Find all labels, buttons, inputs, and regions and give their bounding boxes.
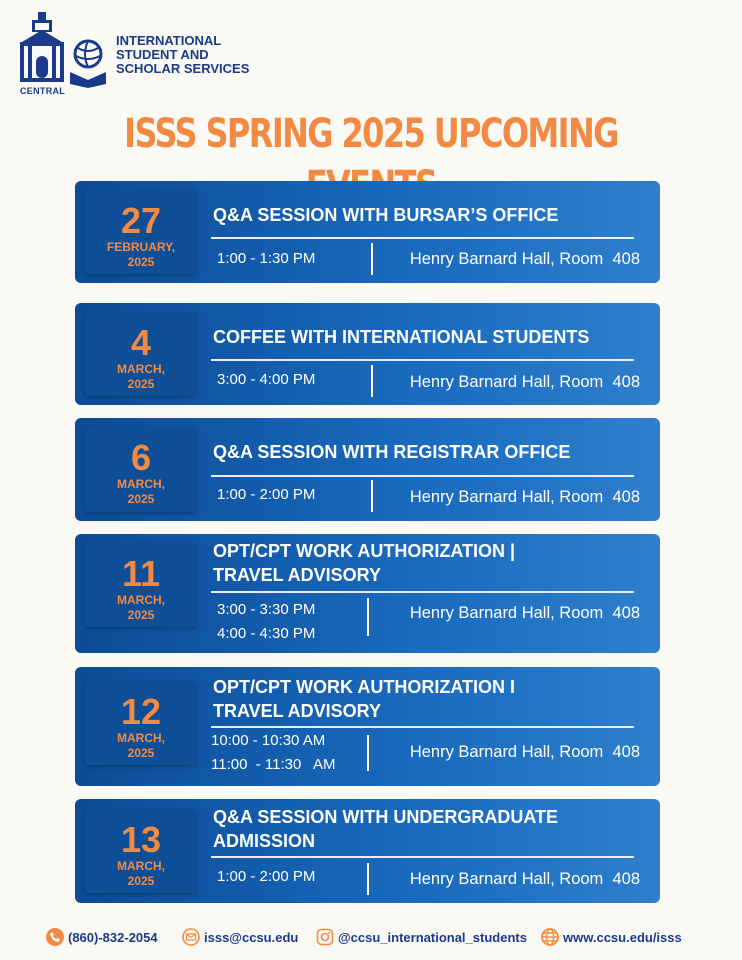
phone-text: (860)-832-2054 [68, 929, 158, 945]
event-location: Henry Barnard Hall, Room 408 [409, 743, 640, 761]
phone-contact[interactable] [46, 928, 158, 946]
event-time-slot: 1:00 - 2:00 PM [217, 868, 316, 885]
event-location: Henry Barnard Hall, Room 408 [409, 373, 640, 391]
event-year: 2025 [127, 377, 155, 391]
footer [0, 928, 742, 954]
event-location: Henry Barnard Hall, Room 408 [409, 870, 640, 888]
event-year: 2025 [127, 255, 155, 269]
event-title [213, 325, 634, 349]
page-title: ISSS SPRING 2025 UPCOMING [124, 111, 618, 157]
event-card [75, 534, 660, 653]
event-year: 2025 [127, 492, 155, 506]
event-date [85, 543, 197, 627]
event-location: Henry Barnard Hall, Room 408 [409, 488, 640, 506]
org-line: SCHOLAR SERVICES [116, 61, 250, 76]
header [18, 12, 318, 102]
logo-caption: CENTRAL [20, 86, 66, 96]
instagram-text: @ccsu_international_students [338, 929, 527, 945]
event-title-line: ADMISSION [213, 831, 316, 851]
event-time-slot: 3:00 - 3:30 PM [217, 601, 316, 618]
event-card [75, 303, 660, 405]
event-divider-line [211, 591, 634, 593]
event-title-line: TRAVEL ADVISORY [213, 565, 382, 585]
event-date [85, 190, 197, 274]
instagram-contact[interactable] [316, 928, 527, 946]
event-time-slot: 3:00 - 4:00 PM [217, 371, 316, 388]
org-line: INTERNATIONAL [116, 33, 222, 48]
event-separator [367, 598, 369, 636]
event-date [85, 427, 197, 512]
website-contact[interactable] [541, 928, 682, 946]
event-divider-line [211, 726, 634, 728]
event-date [85, 809, 197, 893]
event-time [211, 729, 361, 777]
event-card [75, 418, 660, 521]
event-time-slot: 1:00 - 2:00 PM [217, 486, 316, 503]
event-date [85, 312, 197, 396]
building-logo-icon [18, 12, 66, 84]
event-date [85, 681, 197, 765]
event-divider-line [211, 475, 634, 477]
phone-icon [46, 928, 64, 946]
event-year: 2025 [127, 608, 155, 622]
event-title [213, 675, 634, 723]
event-title [213, 805, 634, 853]
event-day: 27 [120, 200, 162, 241]
event-time-slot: 11:00 - 11:30 AM [211, 756, 336, 773]
event-day: 12 [120, 691, 162, 732]
event-title [213, 539, 634, 587]
event-month: MARCH, [117, 731, 165, 745]
event-location: Henry Barnard Hall, Room 408 [409, 250, 640, 268]
event-time-slot: 4:00 - 4:30 PM [217, 625, 316, 642]
event-year: 2025 [127, 746, 155, 760]
event-title-line: Q&A SESSION WITH BURSAR’S OFFICE [213, 205, 559, 225]
event-time [217, 865, 367, 889]
event-time [217, 247, 367, 271]
email-contact[interactable] [182, 928, 298, 946]
org-line: STUDENT AND [116, 47, 209, 62]
event-day: 13 [120, 819, 162, 860]
event-title-line: TRAVEL ADVISORY [213, 701, 382, 721]
event-title-line: Q&A SESSION WITH REGISTRAR OFFICE [213, 442, 571, 462]
event-card [75, 667, 660, 786]
event-divider-line [211, 856, 634, 858]
event-month: FEBRUARY, [106, 240, 176, 254]
event-separator [371, 365, 373, 397]
event-month: MARCH, [117, 362, 165, 376]
event-separator [371, 480, 373, 512]
website-text: www.ccsu.edu/isss [563, 929, 682, 945]
event-separator [367, 863, 369, 895]
event-separator [367, 735, 369, 771]
event-time [217, 483, 367, 507]
email-text: isss@ccsu.edu [204, 929, 299, 945]
instagram-icon [316, 928, 334, 946]
globe-book-icon [68, 36, 108, 88]
event-month: MARCH, [117, 859, 165, 873]
event-day: 11 [121, 553, 161, 594]
event-month: MARCH, [117, 593, 165, 607]
event-year: 2025 [127, 874, 155, 888]
org-name [116, 34, 286, 76]
event-time-slot: 1:00 - 1:30 PM [217, 250, 316, 267]
event-card [75, 181, 660, 283]
event-time-slot: 10:00 - 10:30 AM [211, 732, 326, 749]
event-title [213, 440, 634, 464]
event-title-line: OPT/CPT WORK AUTHORIZATION | [213, 541, 516, 561]
event-month: MARCH, [117, 477, 165, 491]
event-title [213, 203, 634, 227]
event-time [217, 368, 367, 392]
event-title-line: OPT/CPT WORK AUTHORIZATION I [213, 677, 515, 697]
event-location: Henry Barnard Hall, Room 408 [409, 604, 640, 622]
event-title-line: Q&A SESSION WITH UNDERGRADUATE [213, 807, 559, 827]
event-divider-line [211, 359, 634, 361]
event-divider-line [211, 237, 634, 239]
email-icon [182, 928, 200, 946]
event-separator [371, 243, 373, 275]
event-day: 6 [130, 437, 152, 478]
globe-icon [541, 928, 559, 946]
event-day: 4 [130, 322, 152, 363]
event-title-line: COFFEE WITH INTERNATIONAL STUDENTS [213, 327, 590, 347]
event-time [217, 598, 367, 646]
event-card [75, 799, 660, 903]
